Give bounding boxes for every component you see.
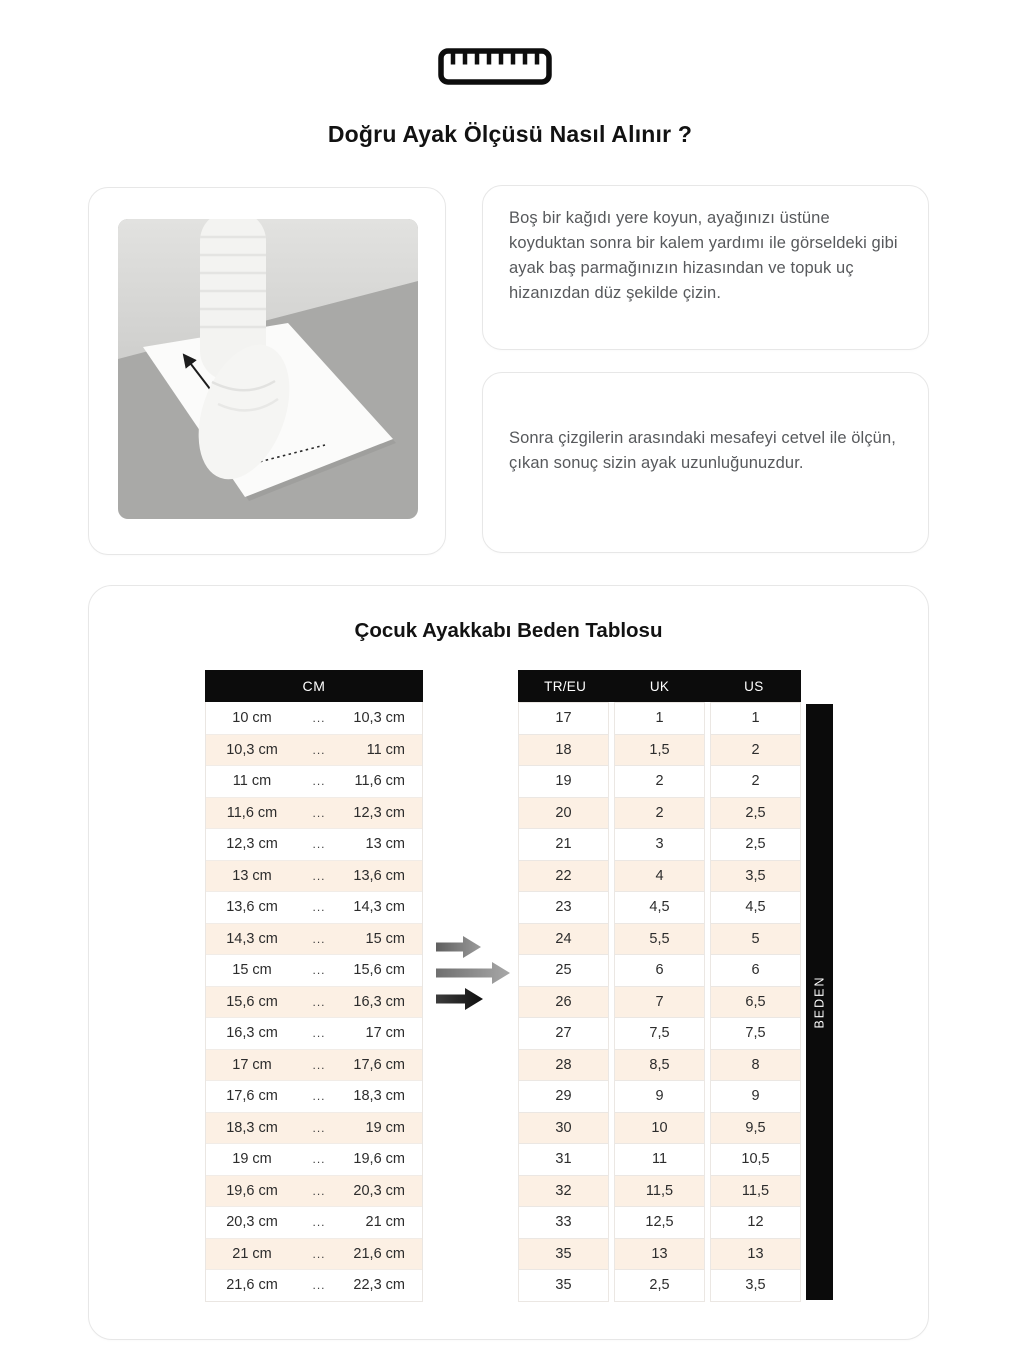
size-cell-uk: 2 xyxy=(614,797,705,830)
page-title: Doğru Ayak Ölçüsü Nasıl Alınır ? xyxy=(327,121,693,147)
cm-to-value: 15,6 cm xyxy=(353,962,405,979)
cm-table-row xyxy=(206,1143,422,1175)
cm-range-separator: ... xyxy=(312,868,326,883)
cm-from-value: 14,3 cm xyxy=(226,930,278,947)
cm-table-row xyxy=(206,702,422,734)
size-cell-us: 10,5 xyxy=(710,1143,801,1176)
instruction-step2-text: Sonra çizgilerin arasındaki mesafeyi cetvel ile ölçün, çıkan sonuç sizin ayak uzunluğunuzdur. xyxy=(509,429,896,472)
size-cell-tr-eu: 19 xyxy=(518,765,609,798)
size-cell-us: 7,5 xyxy=(710,1017,801,1050)
cm-to-value: 13,6 cm xyxy=(353,867,405,884)
cm-from-value: 20,3 cm xyxy=(226,1214,278,1231)
cm-table-row xyxy=(206,891,422,923)
cm-to-value: 18,3 cm xyxy=(353,1088,405,1105)
size-cell-uk: 11,5 xyxy=(614,1175,705,1208)
size-cell-tr-eu: 29 xyxy=(518,1080,609,1113)
size-header-us: US xyxy=(744,678,764,694)
size-cell-tr-eu: 26 xyxy=(518,986,609,1019)
size-header-uk: UK xyxy=(649,678,670,694)
size-cell-us: 9,5 xyxy=(710,1112,801,1145)
cm-to-value: 11 cm xyxy=(366,741,405,758)
size-chart-title: Çocuk Ayakkabı Beden Tablosu xyxy=(354,619,663,642)
size-cell-us: 5 xyxy=(710,923,801,956)
size-cell-uk: 1,5 xyxy=(614,734,705,767)
cm-to-value: 19,6 cm xyxy=(353,1151,405,1168)
cm-range-separator: ... xyxy=(312,1089,326,1104)
shoe-size-table xyxy=(518,670,801,1302)
size-cell-us: 13 xyxy=(710,1238,801,1271)
cm-table-row xyxy=(206,1112,422,1144)
cm-to-value: 15 cm xyxy=(365,930,405,947)
size-cell-us: 11,5 xyxy=(710,1175,801,1208)
size-cell-us: 8 xyxy=(710,1049,801,1082)
cm-table-row xyxy=(206,1080,422,1112)
cm-from-value: 17,6 cm xyxy=(226,1088,278,1105)
cm-table-row xyxy=(206,986,422,1018)
cm-range-separator: ... xyxy=(312,837,326,852)
size-cell-uk: 7 xyxy=(614,986,705,1019)
size-cell-us: 3,5 xyxy=(710,1269,801,1302)
size-cell-uk: 6 xyxy=(614,954,705,987)
cm-from-value: 10,3 cm xyxy=(226,741,278,758)
size-cell-tr-eu: 21 xyxy=(518,828,609,861)
size-cell-us: 1 xyxy=(710,702,801,735)
size-cell-us: 6 xyxy=(710,954,801,987)
size-cell-uk: 9 xyxy=(614,1080,705,1113)
cm-range-separator: ... xyxy=(312,710,326,725)
cm-range-separator: ... xyxy=(312,805,326,820)
cm-range-separator: ... xyxy=(312,1057,326,1072)
cm-from-value: 19 cm xyxy=(232,1151,272,1168)
cm-table-row xyxy=(206,1017,422,1049)
size-cell-tr-eu: 27 xyxy=(518,1017,609,1050)
cm-range-separator: ... xyxy=(312,1246,326,1261)
size-cell-us: 2 xyxy=(710,765,801,798)
size-cell-us: 2,5 xyxy=(710,828,801,861)
ruler-icon xyxy=(438,48,552,90)
cm-range-separator: ... xyxy=(312,931,326,946)
cm-range-separator: ... xyxy=(312,742,326,757)
cm-from-value: 18,3 cm xyxy=(226,1119,278,1136)
cm-table-row xyxy=(206,954,422,986)
size-cell-uk: 8,5 xyxy=(614,1049,705,1082)
cm-to-value: 17 cm xyxy=(365,1025,405,1042)
size-cell-uk: 12,5 xyxy=(614,1206,705,1239)
cm-table-row xyxy=(206,1269,422,1301)
size-cell-us: 12 xyxy=(710,1206,801,1239)
cm-from-value: 13 cm xyxy=(232,867,272,884)
size-cell-tr-eu: 35 xyxy=(518,1269,609,1302)
size-cell-tr-eu: 22 xyxy=(518,860,609,893)
size-cell-uk: 4,5 xyxy=(614,891,705,924)
cm-table-row xyxy=(206,923,422,955)
cm-table-row xyxy=(206,734,422,766)
size-cell-uk: 5,5 xyxy=(614,923,705,956)
size-cell-tr-eu: 18 xyxy=(518,734,609,767)
cm-range-separator: ... xyxy=(312,1152,326,1167)
cm-from-value: 15 cm xyxy=(232,962,272,979)
size-cell-uk: 13 xyxy=(614,1238,705,1271)
size-cell-tr-eu: 25 xyxy=(518,954,609,987)
cm-to-value: 22,3 cm xyxy=(353,1277,405,1294)
cm-table-row xyxy=(206,765,422,797)
cm-to-value: 17,6 cm xyxy=(353,1056,405,1073)
cm-from-value: 11 cm xyxy=(232,773,272,790)
cm-from-value: 16,3 cm xyxy=(226,1025,278,1042)
size-cell-tr-eu: 33 xyxy=(518,1206,609,1239)
beden-side-bar xyxy=(806,704,833,1300)
size-cell-uk: 1 xyxy=(614,702,705,735)
size-cell-uk: 2 xyxy=(614,765,705,798)
cm-to-value: 19 cm xyxy=(365,1119,405,1136)
size-cell-uk: 10 xyxy=(614,1112,705,1145)
cm-to-value: 11,6 cm xyxy=(354,773,405,790)
size-cell-tr-eu: 28 xyxy=(518,1049,609,1082)
cm-table-body xyxy=(205,702,423,1302)
size-cell-tr-eu: 24 xyxy=(518,923,609,956)
size-cell-uk: 2,5 xyxy=(614,1269,705,1302)
size-cell-uk: 4 xyxy=(614,860,705,893)
transfer-arrows-icon xyxy=(436,933,516,1018)
cm-range-separator: ... xyxy=(312,1183,326,1198)
cm-from-value: 17 cm xyxy=(232,1056,272,1073)
cm-to-value: 12,3 cm xyxy=(353,804,405,821)
cm-table-row xyxy=(206,797,422,829)
cm-range-table xyxy=(205,670,423,1302)
cm-to-value: 20,3 cm xyxy=(353,1182,405,1199)
cm-table-row xyxy=(206,1049,422,1081)
cm-from-value: 15,6 cm xyxy=(226,993,278,1010)
size-cell-us: 9 xyxy=(710,1080,801,1113)
cm-table-row xyxy=(206,828,422,860)
cm-from-value: 21,6 cm xyxy=(226,1277,278,1294)
cm-to-value: 10,3 cm xyxy=(353,709,405,726)
cm-from-value: 11,6 cm xyxy=(226,804,278,821)
size-cell-us: 2 xyxy=(710,734,801,767)
cm-from-value: 21 cm xyxy=(232,1245,272,1262)
cm-to-value: 16,3 cm xyxy=(353,993,405,1010)
size-cell-us: 3,5 xyxy=(710,860,801,893)
size-table-header-row xyxy=(518,670,801,702)
cm-table-header: CM xyxy=(205,670,423,702)
size-cell-tr-eu: 30 xyxy=(518,1112,609,1145)
size-cell-uk: 3 xyxy=(614,828,705,861)
beden-label: BEDEN xyxy=(812,975,827,1029)
size-cell-tr-eu: 35 xyxy=(518,1238,609,1271)
size-cell-us: 4,5 xyxy=(710,891,801,924)
foot-measure-photo xyxy=(118,219,418,519)
size-cell-tr-eu: 20 xyxy=(518,797,609,830)
size-cell-tr-eu: 17 xyxy=(518,702,609,735)
cm-table-row xyxy=(206,1238,422,1270)
instruction-step1-text: Boş bir kağıdı yere koyun, ayağınızı üstüne koyduktan sonra bir kalem yardımı ile görseldeki gibi ayak baş parmağınızın hizasından ve topuk uç hizanızdan düz şekilde çizin. xyxy=(509,209,898,302)
cm-range-separator: ... xyxy=(312,900,326,915)
cm-to-value: 14,3 cm xyxy=(353,899,405,916)
cm-to-value: 13 cm xyxy=(365,836,405,853)
cm-table-row xyxy=(206,860,422,892)
cm-range-separator: ... xyxy=(312,774,326,789)
cm-range-separator: ... xyxy=(312,1026,326,1041)
instruction-card-step1 xyxy=(482,185,929,350)
cm-to-value: 21 cm xyxy=(365,1214,405,1231)
measure-photo-card xyxy=(88,187,446,555)
cm-table-row xyxy=(206,1206,422,1238)
size-table-body xyxy=(518,703,801,1302)
size-header-tr-eu: TR/EU xyxy=(544,678,587,694)
cm-range-separator: ... xyxy=(312,1215,326,1230)
cm-range-separator: ... xyxy=(312,994,326,1009)
size-cell-tr-eu: 31 xyxy=(518,1143,609,1176)
cm-from-value: 13,6 cm xyxy=(226,899,278,916)
size-cell-us: 6,5 xyxy=(710,986,801,1019)
cm-table-row xyxy=(206,1175,422,1207)
cm-from-value: 19,6 cm xyxy=(226,1182,278,1199)
instruction-card-step2 xyxy=(482,372,929,553)
cm-range-separator: ... xyxy=(312,963,326,978)
size-cell-uk: 7,5 xyxy=(614,1017,705,1050)
cm-range-separator: ... xyxy=(312,1278,326,1293)
size-cell-uk: 11 xyxy=(614,1143,705,1176)
cm-to-value: 21,6 cm xyxy=(353,1245,405,1262)
cm-from-value: 10 cm xyxy=(232,709,272,726)
cm-range-separator: ... xyxy=(312,1120,326,1135)
size-cell-tr-eu: 23 xyxy=(518,891,609,924)
size-cell-us: 2,5 xyxy=(710,797,801,830)
cm-from-value: 12,3 cm xyxy=(226,836,278,853)
size-cell-tr-eu: 32 xyxy=(518,1175,609,1208)
size-chart-card xyxy=(88,585,929,1340)
